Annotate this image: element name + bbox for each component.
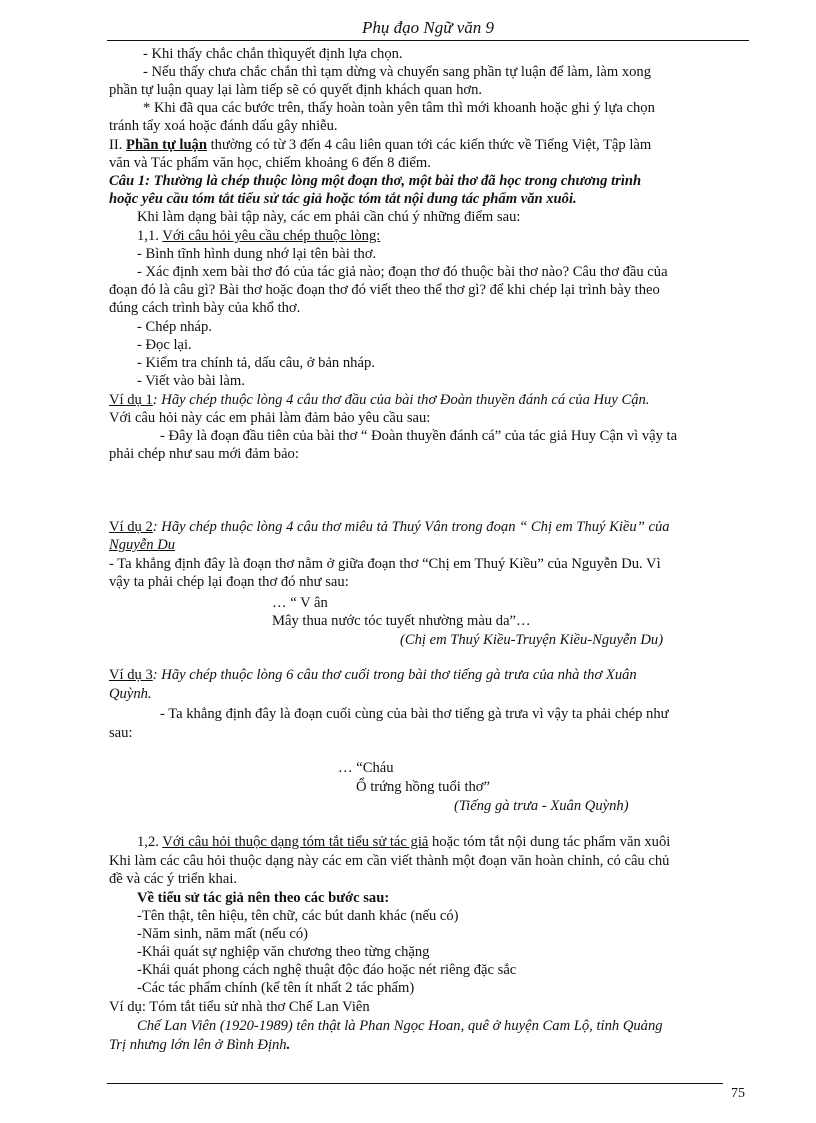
example-line (109, 518, 670, 536)
text-line (109, 1036, 290, 1054)
text-line: - Nếu thấy chưa chắc chắn thì tạm dừng và chuyển sang phần tự luận để làm, làm xong (143, 64, 652, 80)
subsection-title: Với câu hỏi yêu cầu chép thuộc lòng: (162, 228, 381, 244)
poem-source: (Chị em Thuý Kiều-Truyện Kiều-Nguyễn Du) (400, 632, 664, 648)
page-number: 75 (731, 1086, 745, 1101)
section-number: II. (109, 137, 127, 153)
example-line (109, 391, 649, 409)
poem-line: … “Cháu (338, 760, 394, 776)
question-heading: hoặc yêu cầu tóm tắt tiểu sử tác giả hoặc tóm tắt nội dung tác phẩm văn xuôi. (109, 191, 577, 207)
text-line: tránh tẩy xoá hoặc đánh dấu gây nhiễu. (109, 118, 338, 134)
text-line: Khi làm dạng bài tập này, các em phải cần chú ý những điểm sau: (137, 209, 521, 225)
poem-source: (Tiếng gà trưa - Xuân Quỳnh) (454, 798, 629, 814)
list-item: -Khái quát sự nghiệp văn chương theo từng chặng (137, 944, 430, 960)
text-line: - Viết vào bài làm. (137, 373, 245, 389)
text-line: Ví dụ: Tóm tắt tiểu sử nhà thơ Chế Lan Viên (109, 999, 370, 1015)
subsection-line (137, 227, 380, 245)
footer-divider (107, 1083, 723, 1084)
text-line: đề và các ý triển khai. (109, 871, 238, 887)
text-fragment: . (286, 1037, 291, 1053)
text-fragment: Trị nhưng lớn lên ở Bình Định (109, 1037, 287, 1053)
section-line (109, 136, 651, 154)
section-heading: Phần tự luận (126, 137, 207, 153)
text-line: - Chép nháp. (137, 319, 212, 335)
text-line: Nguyễn Du (109, 537, 176, 553)
list-item: -Năm sinh, năm mất (nếu có) (137, 926, 309, 942)
text-line: - Khi thấy chắc chắn thìquyết định lựa chọn. (143, 46, 403, 62)
text-line: đúng cách trình bày của khổ thơ. (109, 300, 301, 316)
text-line: Chế Lan Viên (1920-1989) tên thật là Phan Ngọc Hoan, quê ở huyện Cam Lộ, tỉnh Quảng (137, 1018, 663, 1034)
text-line: phần tự luận quay lại làm tiếp sẽ có quyết định khách quan hơn. (109, 82, 483, 98)
poem-line: Mây thua nước tóc tuyết nhường màu da”… (272, 613, 531, 629)
subsection-text: hoặc tóm tắt nội dung tác phẩm văn xuôi (428, 834, 671, 850)
bold-heading: Về tiểu sử tác giả nên theo các bước sau: (137, 890, 390, 906)
question-heading: Câu 1: Thường là chép thuộc lòng một đoạn thơ, một bài thơ đã học trong chương trình (109, 173, 642, 189)
text-line: - Ta khẳng định đây là đoạn thơ nằm ở giữa đoạn thơ “Chị em Thuý Kiều” của Nguyễn Du. Vì (109, 556, 661, 572)
list-item: -Các tác phẩm chính (kể tên ít nhất 2 tác phẩm) (137, 980, 415, 996)
text-line: - Đọc lại. (137, 337, 192, 353)
example-label: Ví dụ 1 (109, 392, 153, 408)
text-line: Với câu hỏi này các em phải làm đảm bảo yêu cầu sau: (109, 410, 431, 426)
subsection-line (137, 833, 670, 851)
poem-line: … “ V ân (272, 595, 328, 611)
text-line: sau: (109, 725, 133, 741)
example-prompt: : Hãy chép thuộc lòng 4 câu thơ đầu của bài thơ Đoàn thuyền đánh cá của Huy Cận. (152, 392, 650, 408)
list-item: -Khái quát phong cách nghệ thuật độc đáo hoặc nét riêng đặc sắc (137, 962, 517, 978)
text-line: phải chép như sau mới đảm bảo: (109, 446, 299, 462)
text-line: - Kiểm tra chính tả, dấu câu, ở bản nháp. (137, 355, 375, 371)
text-line: - Đây là đoạn đầu tiên của bài thơ “ Đoàn thuyền đánh cá” của tác giả Huy Cận vì vậy ta (160, 428, 678, 444)
page-header-title: Phụ đạo Ngữ văn 9 (361, 18, 495, 37)
list-item: -Tên thật, tên hiệu, tên chữ, các bút danh khác (nếu có) (137, 908, 459, 924)
subsection-number: 1,1. (137, 228, 163, 244)
text-line: Quỳnh. (109, 686, 152, 702)
example-label: Ví dụ 3 (109, 667, 153, 683)
text-line: vậy ta phải chép lại đoạn thơ đó như sau: (109, 574, 349, 590)
subsection-title: Với câu hỏi thuộc dạng tóm tắt tiểu sử tác giả (162, 834, 429, 850)
text-line: đoạn đó là câu gì? Bài thơ hoặc đoạn thơ đó viết theo thể thơ gì? để khi chép lại trình bày theo (109, 282, 660, 298)
text-line: - Xác định xem bài thơ đó của tác giả nào; đoạn thơ đó thuộc bài thơ nào? Câu thơ đầu của (137, 264, 668, 280)
text-line: Khi làm các câu hỏi thuộc dạng này các em cần viết thành một đoạn văn hoàn chỉnh, có câu chủ (109, 853, 670, 869)
header-divider (107, 40, 749, 41)
example-prompt: : Hãy chép thuộc lòng 6 câu thơ cuối trong bài thơ tiếng gà trưa của nhà thơ Xuân (152, 667, 637, 683)
subsection-number: 1,2. (137, 834, 163, 850)
text-line: - Ta khẳng định đây là đoạn cuối cùng của bài thơ tiếng gà trưa vì vậy ta phải chép như (160, 706, 669, 722)
example-label: Ví dụ 2 (109, 519, 153, 535)
section-text: thường có từ 3 đến 4 câu liên quan tới các kiến thức về Tiếng Việt, Tập làm (206, 137, 652, 153)
text-line: văn và Tác phẩm văn học, chiếm khoảng 6 đến 8 điểm. (109, 155, 431, 171)
text-line: * Khi đã qua các bước trên, thấy hoàn toàn yên tâm thì mới khoanh hoặc ghi ý lựa chọn (143, 100, 655, 116)
text-line: - Bình tĩnh hình dung nhớ lại tên bài thơ. (137, 246, 377, 262)
example-line (109, 666, 637, 684)
poem-line: Ổ trứng hồng tuổi thơ” (356, 779, 490, 795)
example-prompt: : Hãy chép thuộc lòng 4 câu thơ miêu tả Thuý Vân trong đoạn “ Chị em Thuý Kiều” của (152, 519, 670, 535)
